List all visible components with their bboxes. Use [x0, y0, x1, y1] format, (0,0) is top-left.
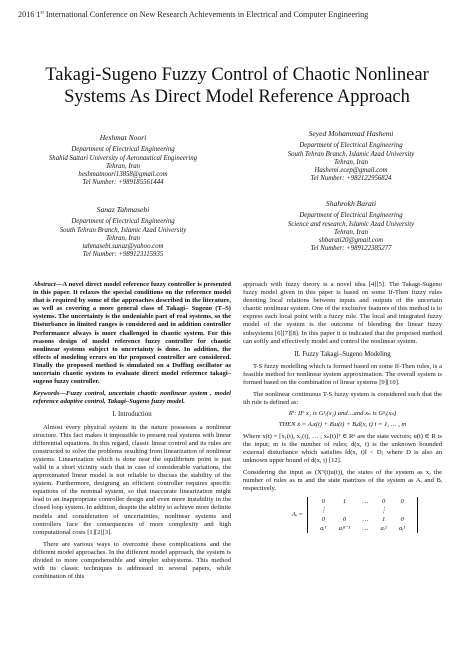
matrix-ai [243, 497, 442, 533]
matrix-cell: aᵢ² [380, 525, 387, 533]
conference-name: International Conference on New Research Achievements in Electrical and Computer Engineering [45, 10, 369, 19]
matrix-cell: ⋮ [380, 507, 387, 515]
matrix-cell: ⋮ [320, 507, 327, 515]
conference-year: 2016 1 [18, 10, 41, 19]
author-department: Department of Electrical Engineering [71, 218, 175, 226]
title-line-1: Takagi-Sugeno Fuzzy Control of Chaotic Nonlinear [45, 65, 429, 85]
matrix-cell: 0 [321, 516, 325, 524]
matrix-cell: 0 [400, 498, 404, 506]
keywords-text: —Fuzzy control, uncertain chaotic nonlinear system , model reference adaptive control, Takagi–Sugeno fuzzy model. [33, 390, 231, 406]
matrix-cell: aᵢ¹ [320, 525, 327, 533]
abstract-label: Abstract [33, 281, 56, 288]
author-email: shbarati20@gmail.com [318, 237, 384, 245]
matrix-cell: … [362, 525, 369, 533]
matrix-cell: 0 [342, 516, 347, 524]
author-block-4 [246, 200, 456, 254]
title-line-2: Systems As Direct Model Reference Approach [64, 87, 410, 107]
matrix-row [314, 515, 411, 524]
author-name: Shahrokh Barati [325, 199, 377, 208]
author-institution: Science and research, Islamic Azad University [287, 220, 415, 228]
left-column [33, 281, 231, 583]
abstract [33, 281, 231, 386]
matrix-row [314, 497, 411, 506]
matrix-brackets [307, 497, 418, 533]
conference-header [18, 10, 368, 19]
conference-ordinal-suffix: st [40, 10, 44, 16]
matrix-row [314, 524, 411, 533]
matrix-cell [393, 506, 411, 515]
author-institution: South Tehran Branch, Islamic Azad University [59, 226, 187, 234]
author-institution: Shahid Sattari University of Aeronautical Engineering [48, 154, 198, 162]
matrix-cell [333, 506, 357, 515]
matrix-cell: 0 [400, 516, 404, 524]
matrix-cell: aᵢⁿ⁻¹ [338, 525, 351, 533]
matrix-table [314, 497, 411, 533]
matrix-cell: 0 [381, 498, 386, 506]
matrix-label: Aᵢ = [291, 511, 303, 519]
matrix-cell: 1 [381, 516, 386, 524]
equation-rule-then: THEN ẋ = Aᵢx(t) + Bᵢu(t) + Bᵢd(x, t) i = 1, … , m [278, 421, 407, 429]
author-phone: Tel Number: +989122385277 [310, 245, 392, 253]
section-heading-introduction: I. Introduction [112, 411, 152, 419]
author-name: Sanaz Tahmasebi [96, 205, 150, 214]
author-city: Tehran, Iran [105, 162, 141, 170]
author-phone: Tel Number: +989185561444 [82, 179, 164, 187]
paragraph: The nonlinear continuous T-S fuzzy system is considered such that the ith rule is defined as: [243, 391, 442, 407]
abstract-text: —A novel direct model reference fuzzy controller is presented in this paper. It relaxes the special conditions on the reference model that is required by some of the approaches described in the literature, as well as covering a more general class of Takagi– Sugeno (T–S) systems. The uncertainty is the undeniable part of real systems, so the Disturbance in limited ranges is considered and in addition controller Performance always is more challenged in chaotic system. For this reasons design of model reference fuzzy controller for chaotic nonlinear systems subject to uncertainty is done. In addition, the effects of modeling errors on the proposed controller are considered. Finally the proposed method is simulated on a Duffing oscillator as uncertain chaotic system to evaluate direct model reference takagi–sugeno fuzzy controller. [33, 281, 231, 386]
paragraph: Considering the input as (Xᵀ(t)u(t)), the states of the system as x, the number of rules as m and the state matrixes of the system as Aᵢ and Bᵢ respectively. [243, 468, 442, 493]
equation-rule-if: Rⁱ: IF x₁ is G¹ᵢ(x₁) and…and xₙ is Gⁿᵢ(xₙ) [288, 410, 397, 418]
author-name: Heshmat Noori [99, 133, 147, 142]
matrix-cell: … [362, 498, 369, 506]
author-email: heshmatnoori13858@gmail.com [78, 171, 168, 179]
author-department: Department of Electrical Engineering [299, 212, 403, 220]
section-heading-ts-modeling: II. Fuzzy Takagi–Sugeno Modeling [294, 350, 391, 358]
author-name: Seyed Mohammad Hashemi [308, 129, 394, 138]
author-department: Department of Electrical Engineering [299, 142, 403, 150]
matrix-cell: 0 [321, 498, 325, 506]
author-city: Tehran, Iran [105, 234, 141, 242]
paper-title [0, 64, 474, 108]
author-city: Tehran, Iran [333, 228, 369, 236]
author-email: Hashemi.ecep@gmail.com [314, 167, 388, 175]
author-institution: South Tehran Branch, Islamic Azad University [287, 150, 415, 158]
matrix-cell [356, 506, 374, 515]
right-column [243, 281, 442, 533]
keywords-label: Keywords [33, 390, 60, 398]
keywords [33, 390, 231, 406]
author-block-2 [246, 130, 456, 184]
matrix-row [314, 506, 411, 515]
author-block-1 [18, 134, 228, 188]
matrix-cell: … [362, 516, 369, 524]
paragraph: approach with fuzzy theory is a novel idea [4][5]. The Takagi-Sugeno fuzzy model given in this paper is based on some If-Then fuzzy rules denoting local relations between inputs and outputs of the uncertain chaotic nonlinear system. One of the exclusive features of this method is to express each local point with a fuzzy rule. The local and integrated fuzzy model of the system is the outcome of blending the linear fuzzy subsystems [6][7][8]. In this paper it is indicated that the proposed method can softly and effectively model and control the nonlinear system. [243, 281, 442, 345]
paragraph: T-S fuzzy modelling which is formed based on some If-Then rules, is a feasible method for nonlinear system approximation. The overall system is formed based on the combination of linear systems [9][10]. [243, 362, 442, 387]
matrix-cell: aᵢ¹ [398, 525, 406, 533]
author-phone: Tel Number: +982122956824 [310, 175, 392, 183]
author-phone: Tel Number: +989123115935 [82, 251, 164, 259]
paragraph: Where x(t) = [x₁(t), x₂(t), … , xₙ(t)]ᵀ ∈ Rⁿ are the state vectors; u(t) ∈ R is the input; m is the number of rules; d(x, t) is the unknown bounded external disturbance which satisfies ‖d(x, t)‖ < D; where D is also an unknown upper bound of d(x, t) [12]. [243, 432, 442, 464]
author-department: Department of Electrical Engineering [71, 146, 175, 154]
paragraph: There are various ways to overcome these complications and the different model approaches. In the different model approach, the system is divided to more comprehensible and simpler subsystems. This method with its classic techniques is addressed in several papers, while combination of this [33, 540, 231, 581]
paragraph: Almost every physical system in the nature possesses a nonlinear structure. This fact makes it impossible to present real systems with linear differential equations. In this regard, classic linear control and its rules are constructed to solve the problems resulting from linearization of nonlinear systems. Linearization which is done near the equilibrium point is just valid in a short vicinity such that in case of considerable variations, the approximated linear model is not reliable to discuss the stability of the system. Furthermore, designing an efficient controller requires specific equations of the nominal system, so that inaccurate linearization might lead to an inappropriate controller design and even more instability in the closed loop system. In addition, despite the ability to achieve more definite models and consideration of uncertainties, nonlinear systems and controllers face the consequences of more complexity and high computational costs [1][2][3]. [33, 423, 231, 536]
author-block-3 [18, 206, 228, 260]
author-email: tahmasebi.sanaz@yahoo.com [82, 243, 164, 251]
author-city: Tehran, Iran [333, 158, 369, 166]
matrix-cell: 1 [342, 498, 347, 506]
